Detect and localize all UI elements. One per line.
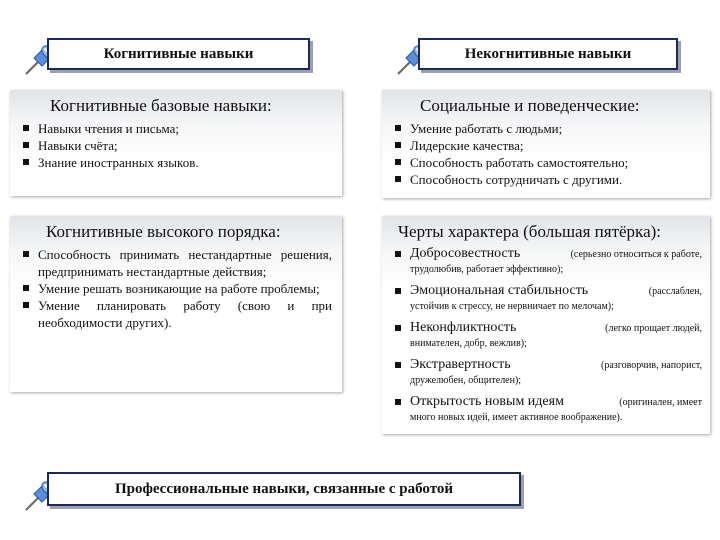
cognitive-high-panel [10,216,342,392]
cognitive-basic-panel [10,90,342,196]
professional-skills-title [47,472,521,506]
trait-note: (серьезно относиться к работе, [570,249,702,260]
list-item: Лидерские качества; [390,137,702,154]
trait-name: Неконфликтность [410,320,517,335]
trait-note-continued: много новых идей, имеет активное воображение). [410,412,623,423]
trait-note: (расслаблен, [648,286,702,297]
list-item: Способность сотрудничать с другими. [390,171,702,188]
big-five-panel [382,216,710,434]
professional-skills-title-text: Профессиональные навыки, связанные с работой [114,480,454,497]
social-behavioral-panel [382,90,710,198]
bullet-list [390,120,702,188]
list-item [390,283,702,314]
panel-heading: Когнитивные базовые навыки: [50,96,272,115]
trait-name: Эмоциональная стабильность [410,283,589,298]
noncognitive-skills-title [418,38,678,70]
list-item [390,246,702,277]
list-item: Способность работать самостоятельно; [390,154,702,171]
list-item: Навыки счёта; [18,137,332,154]
list-item: Знание иностранных языков. [18,154,332,171]
trait-note-continued: устойчив к стрессу, не нервничает по мелочам); [410,301,614,312]
list-item [390,394,702,425]
bullet-list [18,120,332,171]
noncognitive-skills-title-text: Некогнитивные навыки [464,45,632,62]
trait-note: (легко прощает людей, [605,323,702,334]
trait-name: Добросовестность [410,246,521,261]
list-item [390,320,702,351]
list-item [390,357,702,388]
trait-note-continued: трудолюбив, работает эффективно); [410,264,564,275]
list-item: Умение работать с людьми; [390,120,702,137]
list-item: Способность принимать нестандартные решения, предпринимать нестандартные действия; [18,246,332,280]
list-item: Навыки чтения и письма; [18,120,332,137]
bullet-list [18,246,332,331]
trait-list [390,246,702,425]
panel-heading: Когнитивные высокого порядка: [46,222,281,241]
trait-note: (оригинален, имеет [619,397,702,408]
trait-note-continued: дружелюбен, общителен); [410,375,522,386]
trait-note: (разговорчив, напорист, [601,360,702,371]
list-item: Умение решать возникающие на работе проблемы; [18,280,332,297]
panel-heading: Черты характера (большая пятёрка): [398,222,661,241]
cognitive-skills-title-text: Когнитивные навыки [103,45,254,62]
trait-note-continued: внимателен, добр, вежлив); [410,338,527,349]
cognitive-skills-title [47,38,310,70]
list-item: Умение планировать работу (свою и при необходимости других). [18,297,332,331]
trait-name: Экстравертность [410,357,511,372]
trait-name: Открытость новым идеям [410,394,564,409]
panel-heading: Социальные и поведенческие: [420,96,640,115]
